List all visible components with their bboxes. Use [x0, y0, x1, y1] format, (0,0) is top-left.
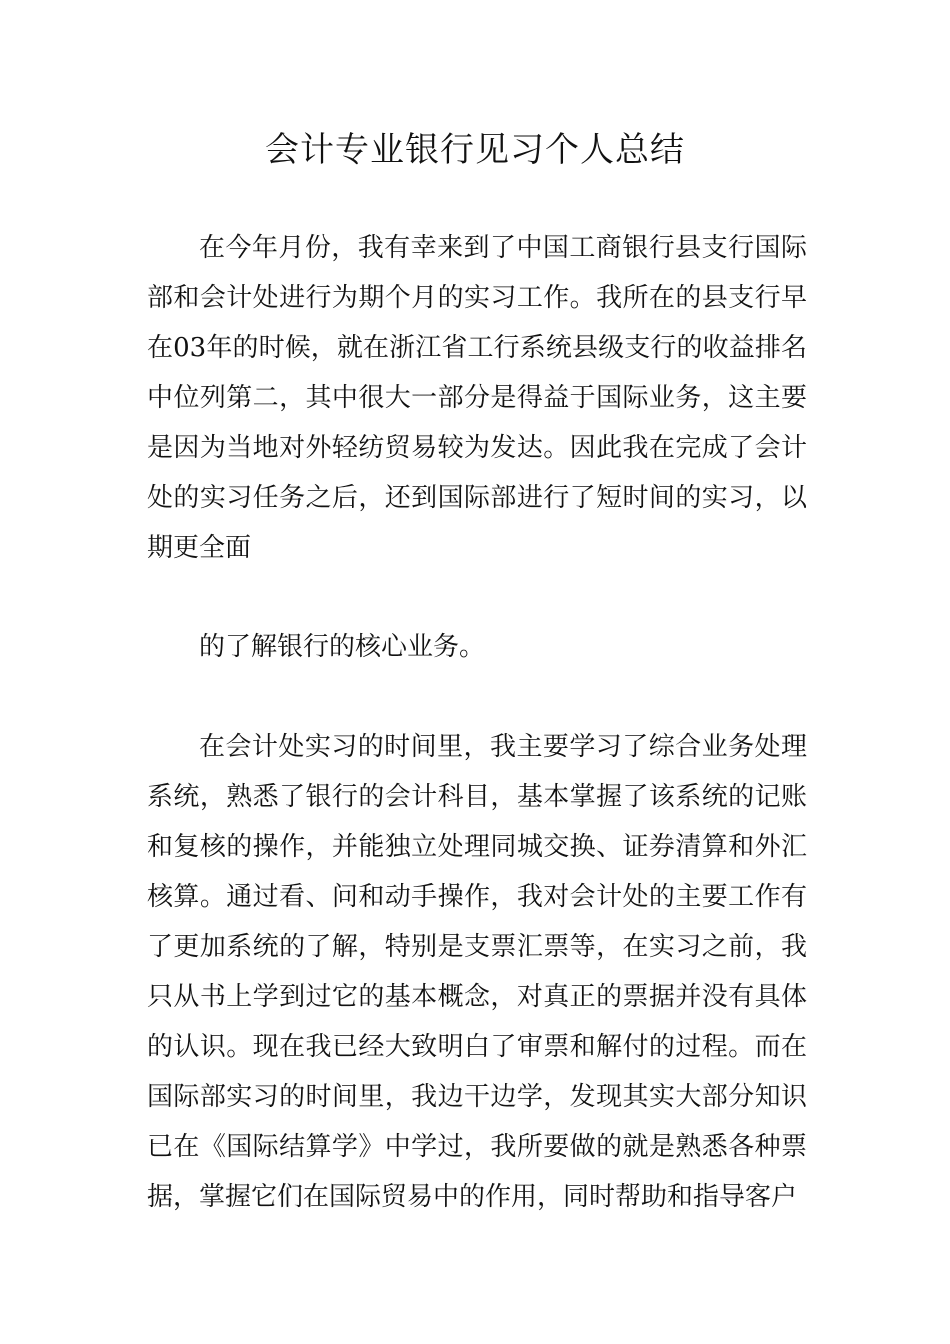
paragraph-3: 在会计处实习的时间里，我主要学习了综合业务处理系统，熟悉了银行的会计科目，基本掌握了该系统的记账和复核的操作，并能独立处理同城交换、证券清算和外汇核算。通过看、问和动手操作，我对会计处的主要工作有了更加系统的了解，特别是支票汇票等，在实习之前，我只从书上学到过它的基本概念，对真正的票据并没有具体的认识。现在我已经大致明白了审票和解付的过程。而在国际部实习的时间里，我边干边学，发现其实大部分知识已在《国际结算学》中学过，我所要做的就是熟悉各种票据，掌握它们在国际贸易中的作用，同时帮助和指导客户 — [147, 732, 807, 1212]
document-title: 会计专业银行见习个人总结 — [265, 130, 685, 170]
paragraph-1: 在今年月份，我有幸来到了中国工商银行县支行国际部和会计处进行为期个月的实习工作。我所在的县支行早在03年的时候，就在浙江省工行系统县级支行的收益排名中位列第二，其中很大一部分是得益于国际业务，这主要是因为当地对外轻纺贸易较为发达。因此我在完成了会计处的实习任务之后，还到国际部进行了短时间的实习，以期更全面 — [147, 233, 807, 563]
paragraph-2: 的了解银行的核心业务。 — [199, 632, 486, 662]
